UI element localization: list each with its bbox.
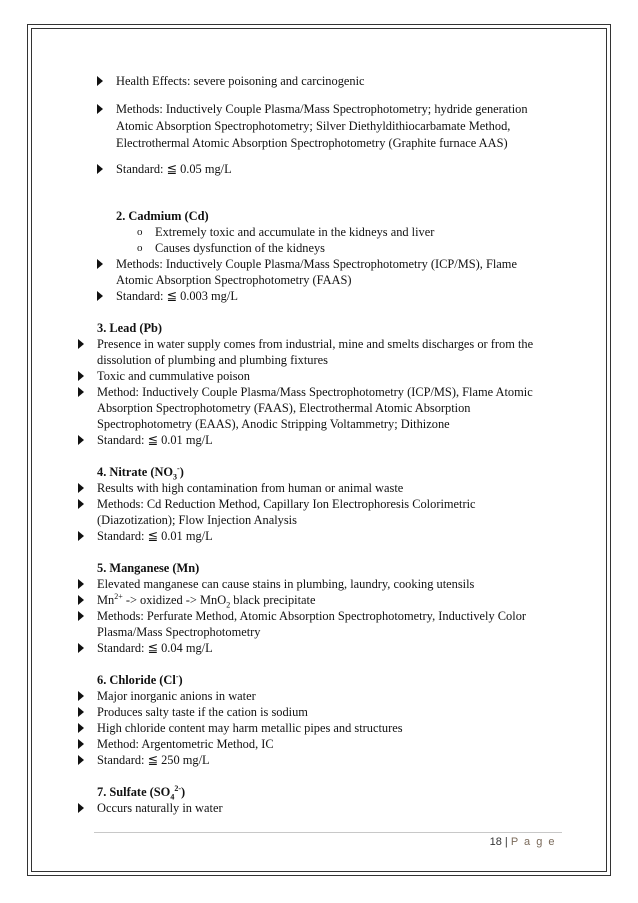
bullet-arrow-icon [78, 339, 84, 349]
lead-bullet-3c: Spectrophotometry (EAAS), Anodic Stripping Voltammetry; Dithizone [97, 417, 450, 431]
bullet-arrow-icon [78, 531, 84, 541]
lead-bullet-2: Toxic and cummulative poison [97, 369, 250, 383]
methods-line-2: Atomic Absorption Spectrophotometry; Silver Diethyldithiocarbamate Method, [116, 119, 511, 133]
sub-bullet-o: o [137, 226, 143, 238]
manganese-bullet-1: Elevated manganese can cause stains in plumbing, laundry, cooking utensils [97, 577, 475, 591]
bullet-arrow-icon [78, 643, 84, 653]
health-effects-line: Health Effects: severe poisoning and carcinogenic [116, 74, 365, 88]
bullet-arrow-icon [78, 691, 84, 701]
bullet-arrow-icon [97, 76, 103, 86]
chloride-heading: 6. Chloride (Cl-) [97, 671, 183, 687]
bullet-arrow-icon [78, 435, 84, 445]
cadmium-standard: Standard: ≦ 0.003 mg/L [116, 289, 238, 303]
nitrate-standard: Standard: ≦ 0.01 mg/L [97, 529, 213, 543]
bullet-arrow-icon [78, 595, 84, 605]
sulfate-bullet-1: Occurs naturally in water [97, 801, 223, 815]
bullet-arrow-icon [78, 387, 84, 397]
lead-standard: Standard: ≦ 0.01 mg/L [97, 433, 213, 447]
bullet-arrow-icon [78, 803, 84, 813]
chloride-bullet-3: High chloride content may harm metallic pipes and structures [97, 721, 403, 735]
footer-divider [94, 832, 562, 833]
cadmium-sub-1: Extremely toxic and accumulate in the kidneys and liver [155, 225, 435, 239]
footer-separator: | [504, 836, 508, 848]
bullet-arrow-icon [78, 755, 84, 765]
bullet-arrow-icon [78, 739, 84, 749]
bullet-arrow-icon [97, 164, 103, 174]
nitrate-heading: 4. Nitrate $(NO_3^-)$ [97, 463, 184, 482]
cadmium-methods-1: Methods: Inductively Couple Plasma/Mass Spectrophotometry (ICP/MS), Flame [116, 257, 517, 271]
manganese-bullet-3b: Plasma/Mass Spectrophotometry [97, 625, 261, 639]
chloride-bullet-2: Produces salty taste if the cation is sodium [97, 705, 308, 719]
cadmium-heading: 2. Cadmium (Cd) [116, 209, 209, 223]
manganese-heading: 5. Manganese (Mn) [97, 561, 200, 575]
manganese-bullet-3a: Methods: Perfurate Method, Atomic Absorption Spectrophotometry, Inductively Color [97, 609, 527, 623]
page-footer [490, 836, 556, 848]
lead-bullet-1b: dissolution of plumbing and plumbing fixtures [97, 353, 328, 367]
standard-line: Standard: ≦ 0.05 mg/L [116, 162, 232, 176]
lead-bullet-3a: Method: Inductively Couple Plasma/Mass Spectrophotometry (ICP/MS), Flame Atomic [97, 385, 533, 399]
bullet-arrow-icon [78, 707, 84, 717]
page-number: 18 [489, 836, 502, 848]
chloride-bullet-4: Method: Argentometric Method, IC [97, 737, 274, 751]
lead-heading: 3. Lead (Pb) [97, 321, 163, 335]
cadmium-methods-2: Atomic Absorption Spectrophotometry (FAAS) [116, 273, 352, 287]
methods-line-3: Electrothermal Atomic Absorption Spectrophotometry (Graphite furnace AAS) [116, 136, 508, 150]
bullet-arrow-icon [78, 499, 84, 509]
nitrate-bullet-1: Results with high contamination from human or animal waste [97, 481, 404, 495]
bullet-arrow-icon [78, 611, 84, 621]
manganese-bullet-2: $Mn^{2+}$ -> oxidized -> MnO$_2$ black precipitate [97, 591, 316, 610]
sulfate-heading: 7. Sulfate $(SO_4^{2-})$ [97, 783, 186, 802]
bullet-arrow-icon [97, 291, 103, 301]
methods-line-1: Methods: Inductively Couple Plasma/Mass Spectrophotometry; hydride generation [116, 102, 528, 116]
bullet-arrow-icon [78, 579, 84, 589]
page-word: P a g e [510, 836, 556, 848]
lead-bullet-3b: Absorption Spectrophotometry (FAAS), Electrothermal Atomic Absorption [97, 401, 471, 415]
bullet-arrow-icon [78, 723, 84, 733]
nitrate-bullet-2a: Methods: Cd Reduction Method, Capillary Ion Electrophoresis Colorimetric [97, 497, 476, 511]
bullet-arrow-icon [97, 104, 103, 114]
bullet-arrow-icon [78, 371, 84, 381]
chloride-bullet-1: Major inorganic anions in water [97, 689, 256, 703]
bullet-arrow-icon [78, 483, 84, 493]
lead-bullet-1a: Presence in water supply comes from industrial, mine and smelts discharges or from the [97, 337, 534, 351]
manganese-standard: Standard: ≦ 0.04 mg/L [97, 641, 213, 655]
sub-bullet-o: o [137, 242, 143, 254]
bullet-arrow-icon [97, 259, 103, 269]
chloride-standard: Standard: ≦ 250 mg/L [97, 753, 210, 767]
cadmium-sub-2: Causes dysfunction of the kidneys [155, 241, 326, 255]
nitrate-bullet-2b: (Diazotization); Flow Injection Analysis [97, 513, 297, 527]
